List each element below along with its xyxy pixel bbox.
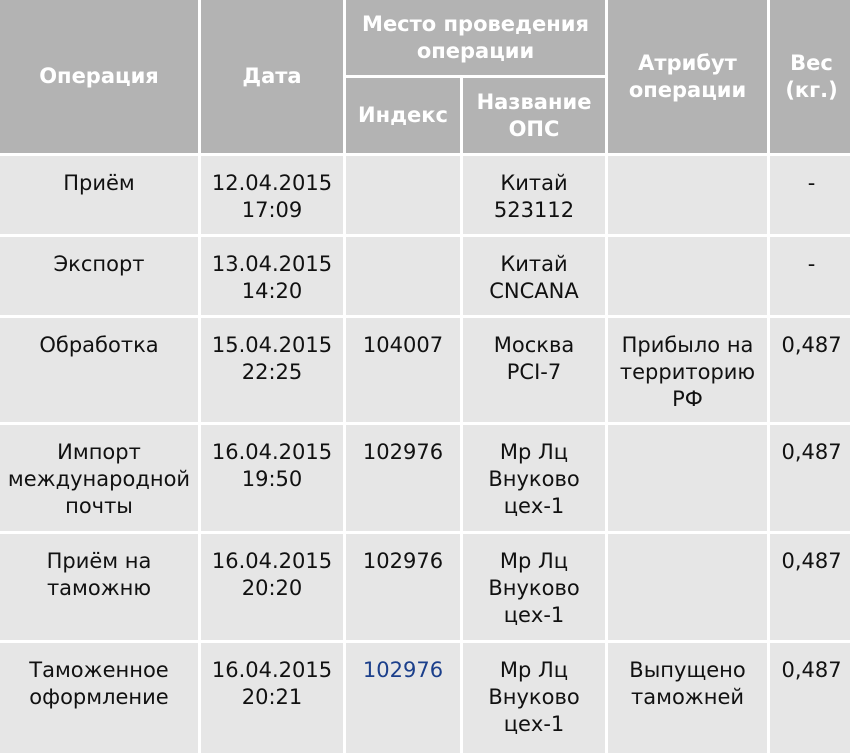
cell-weight: - xyxy=(770,156,850,234)
header-place: Место проведения операции xyxy=(346,0,605,75)
cell-operation: Импорт международной почты xyxy=(0,425,198,531)
cell-operation: Обработка xyxy=(0,318,198,422)
table-row xyxy=(0,425,850,531)
table-row xyxy=(0,534,850,640)
cell-ops-name: Мр Лц Внуково цех-1 xyxy=(463,534,605,640)
cell-weight: 0,487 xyxy=(770,643,850,753)
table-row xyxy=(0,156,850,234)
cell-index: 102976 xyxy=(346,425,460,531)
cell-ops-name: Мр Лц Внуково цех-1 xyxy=(463,425,605,531)
cell-attribute: Прибыло на территорию РФ xyxy=(608,318,767,422)
header-index: Индекс xyxy=(346,78,460,153)
cell-weight: 0,487 xyxy=(770,318,850,422)
cell-index: 102976 xyxy=(346,534,460,640)
cell-attribute xyxy=(608,534,767,640)
cell-index: 104007 xyxy=(346,318,460,422)
index-link[interactable]: 102976 xyxy=(362,658,444,682)
header-operation: Операция xyxy=(0,0,198,153)
cell-ops-name: Китай 523112 xyxy=(463,156,605,234)
cell-index xyxy=(346,643,460,753)
cell-date: 16.04.2015 20:20 xyxy=(201,534,343,640)
cell-operation: Таможенное оформление xyxy=(0,643,198,753)
header-date: Дата xyxy=(201,0,343,153)
cell-index xyxy=(346,237,460,315)
cell-ops-name: Китай CNCANA xyxy=(463,237,605,315)
table-row xyxy=(0,318,850,422)
cell-date: 16.04.2015 20:21 xyxy=(201,643,343,753)
cell-date: 15.04.2015 22:25 xyxy=(201,318,343,422)
header-attribute: Атрибут операции xyxy=(608,0,767,153)
cell-attribute xyxy=(608,237,767,315)
cell-date: 13.04.2015 14:20 xyxy=(201,237,343,315)
cell-date: 16.04.2015 19:50 xyxy=(201,425,343,531)
table-row xyxy=(0,237,850,315)
cell-attribute xyxy=(608,156,767,234)
cell-index xyxy=(346,156,460,234)
cell-operation: Приём xyxy=(0,156,198,234)
cell-ops-name: Мр Лц Внуково цех-1 xyxy=(463,643,605,753)
cell-attribute xyxy=(608,425,767,531)
cell-weight: 0,487 xyxy=(770,425,850,531)
cell-date: 12.04.2015 17:09 xyxy=(201,156,343,234)
header-weight: Вес (кг.) xyxy=(770,0,850,153)
cell-attribute: Выпущено таможней xyxy=(608,643,767,753)
table-row xyxy=(0,643,850,753)
header-ops-name: Название ОПС xyxy=(463,78,605,153)
cell-operation: Экспорт xyxy=(0,237,198,315)
cell-weight: - xyxy=(770,237,850,315)
cell-ops-name: Москва PCI-7 xyxy=(463,318,605,422)
cell-weight: 0,487 xyxy=(770,534,850,640)
cell-operation: Приём на таможню xyxy=(0,534,198,640)
